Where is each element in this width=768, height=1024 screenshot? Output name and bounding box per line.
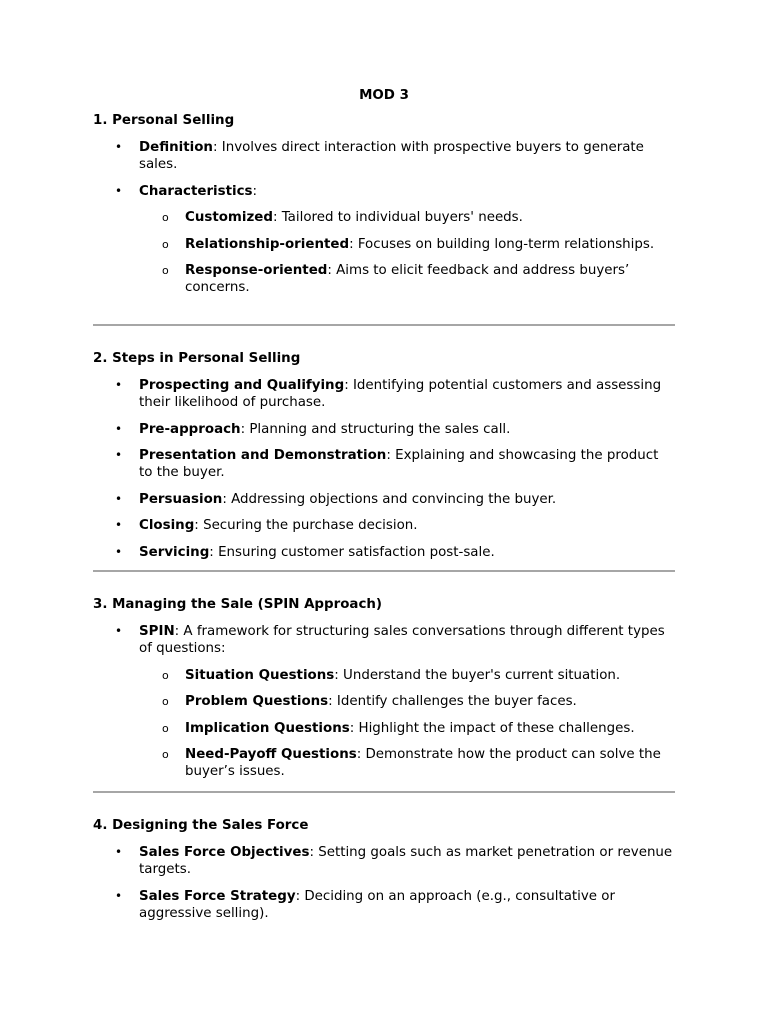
section-steps-in-personal-selling [93,350,675,561]
section-heading: 3. Managing the Sale (SPIN Approach) [93,597,383,612]
item-term: Need-Payoff Questions [185,747,357,762]
sub-list-item [139,236,675,253]
section-divider [93,791,675,793]
section-divider [93,570,675,572]
sub-list-item [139,209,675,226]
list-item [93,447,675,481]
list-item [93,517,675,534]
bullet-icon: • [115,518,123,532]
item-text: : Setting goals such as market penetration or revenue targets. [139,845,673,877]
item-text: : Explaining and showcasing the product to the buyer. [139,448,659,480]
circle-bullet-icon: o [162,668,169,682]
circle-bullet-icon: o [162,721,169,735]
item-text: : Highlight the impact of these challenges. [349,720,635,736]
section-managing-the-sale [93,596,675,780]
bullet-icon: • [115,378,123,392]
bullet-icon: • [115,845,123,859]
item-text: : Demonstrate how the product can solve the buyer’s issues. [185,747,661,779]
item-term: Response-oriented [185,263,328,278]
section-heading: 4. Designing the Sales Force [93,818,309,833]
sub-list-item [139,262,675,296]
circle-bullet-icon: o [162,211,169,224]
list-item [93,491,675,508]
sub-list-item [139,667,675,684]
item-term: Implication Questions [185,720,350,736]
list-item [93,377,675,411]
list-item [93,623,675,780]
list-item [93,183,675,297]
item-term: Customized [185,210,273,225]
item-term: Closing [139,518,195,533]
list-item [93,421,675,438]
bullet-icon: • [115,624,123,638]
bullet-icon: • [115,888,123,903]
bullet-icon: • [115,140,123,154]
bullet-list [93,844,675,922]
item-text: : A framework for structuring sales conversations through different types of questions: [139,624,665,656]
item-term: Situation Questions [185,667,335,683]
sub-list-item [139,693,675,710]
bullet-icon: • [115,448,123,462]
sub-list-item [139,746,675,780]
item-text: : Ensuring customer satisfaction post-sale. [209,544,495,560]
sub-list-item [139,720,675,737]
item-text: : Identify challenges the buyer faces. [328,694,577,709]
circle-bullet-icon: o [162,748,169,761]
list-item [93,844,675,878]
section-heading: 2. Steps in Personal Selling [93,351,301,366]
bullet-icon: • [115,491,123,506]
item-text: : Deciding on an approach (e.g., consultative or aggressive selling). [139,888,615,921]
item-text: : Understand the buyer's current situation. [334,667,621,683]
sub-bullet-list [139,209,675,296]
item-text: : Focuses on building long-term relationships. [349,236,655,252]
bullet-list [93,623,675,780]
item-term: SPIN [139,624,175,639]
circle-bullet-icon: o [162,695,169,708]
bullet-icon: • [115,183,123,198]
item-text: : [252,183,258,199]
item-text: : Planning and structuring the sales call. [240,421,511,437]
bullet-icon: • [115,544,123,559]
sub-bullet-list [139,667,675,781]
item-term: Prospecting and Qualifying [139,378,345,393]
item-text: : Identifying potential customers and assessing their likelihood of purchase. [139,378,662,410]
list-item [93,888,675,922]
list-item [93,544,675,561]
item-text: : Aims to elicit feedback and address buyers’ concerns. [185,263,630,295]
item-text: : Securing the purchase decision. [194,518,418,533]
item-term: Sales Force Strategy [139,888,296,904]
circle-bullet-icon: o [162,264,169,277]
document-title: MOD 3 [359,88,409,103]
item-text: : Tailored to individual buyers' needs. [272,210,523,225]
list-item [93,139,675,173]
bullet-icon: • [115,421,123,436]
section-heading: 1. Personal Selling [93,113,235,128]
item-term: Servicing [139,544,210,560]
section-designing-the-sales-force [93,817,675,922]
item-term: Pre-approach [139,421,241,437]
item-term: Persuasion [139,491,223,507]
bullet-list [93,139,675,296]
bullet-list [93,377,675,561]
section-personal-selling [93,112,675,296]
item-term: Presentation and Demonstration [139,448,387,463]
item-term: Sales Force Objectives [139,845,310,860]
item-term: Relationship-oriented [185,236,350,252]
item-term: Problem Questions [185,694,329,709]
item-term: Definition [139,140,213,155]
item-text: : Involves direct interaction with prospective buyers to generate sales. [139,140,644,172]
circle-bullet-icon: o [162,237,169,251]
section-divider [93,324,675,326]
item-text: : Addressing objections and convincing the buyer. [222,491,557,507]
item-term: Characteristics [139,183,253,199]
